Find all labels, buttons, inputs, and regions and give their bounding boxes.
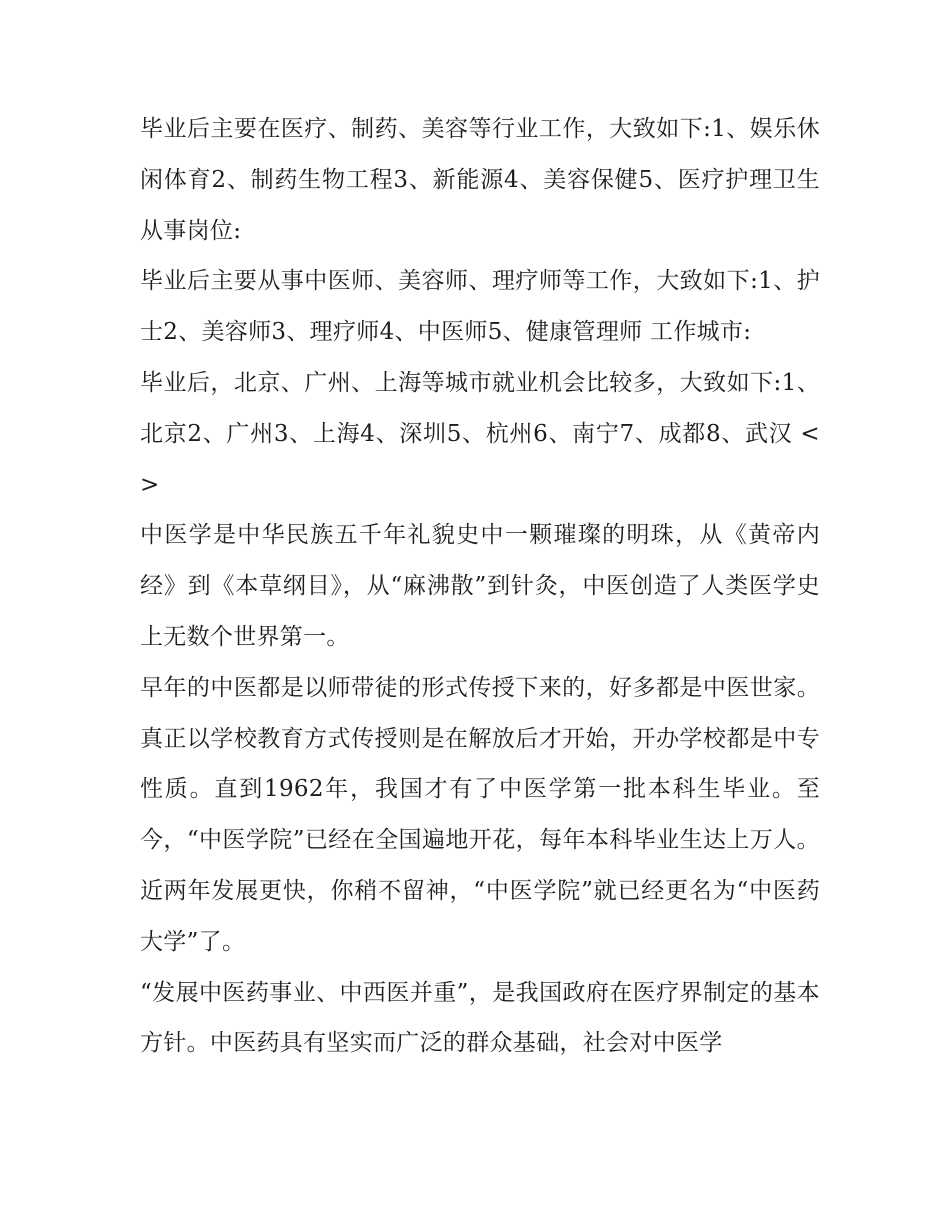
paragraph-tcm-history: 中医学是中华民族五千年礼貌史中一颗璀璨的明珠，从《黄帝内经》到《本草纲目》，从“麻沸散”到针灸，中医创造了人类医学史上无数个世界第一。: [140, 522, 820, 650]
paragraph-tcm-policy: “发展中医药事业、中西医并重”，是我国政府在医疗界制定的基本方针。中医药具有坚实而广泛的群众基础，社会对中医学: [140, 979, 820, 1057]
paragraph-positions: 毕业后主要从事中医师、美容师、理疗师等工作，大致如下:1、护士2、美容师3、理疗师4、中医师5、健康管理师 工作城市:: [140, 268, 820, 346]
paragraph-tcm-education: 早年的中医都是以师带徒的形式传授下来的，好多都是中医世家。真正以学校教育方式传授则是在解放后才开始，开办学校都是中专性质。直到1962年，我国才有了中医学第一批本科生毕业。至今，“中医学院”已经在全国遍地开花，每年本科毕业生达上万人。近两年发展更快，你稍不留神，“中医学院”就已经更名为“中医药大学”了。: [140, 674, 820, 955]
paragraph-cities: 毕业后，北京、广州、上海等城市就业机会比较多，大致如下:1、北京2、广州3、上海4、深圳5、杭州6、南宁7、成都8、武汉 <>: [140, 369, 820, 498]
paragraph-careers: 毕业后主要在医疗、制药、美容等行业工作，大致如下:1、娱乐休闲体育2、制药生物工程3、新能源4、美容保健5、医疗护理卫生 从事岗位:: [140, 116, 820, 244]
document-body: [140, 104, 820, 1069]
